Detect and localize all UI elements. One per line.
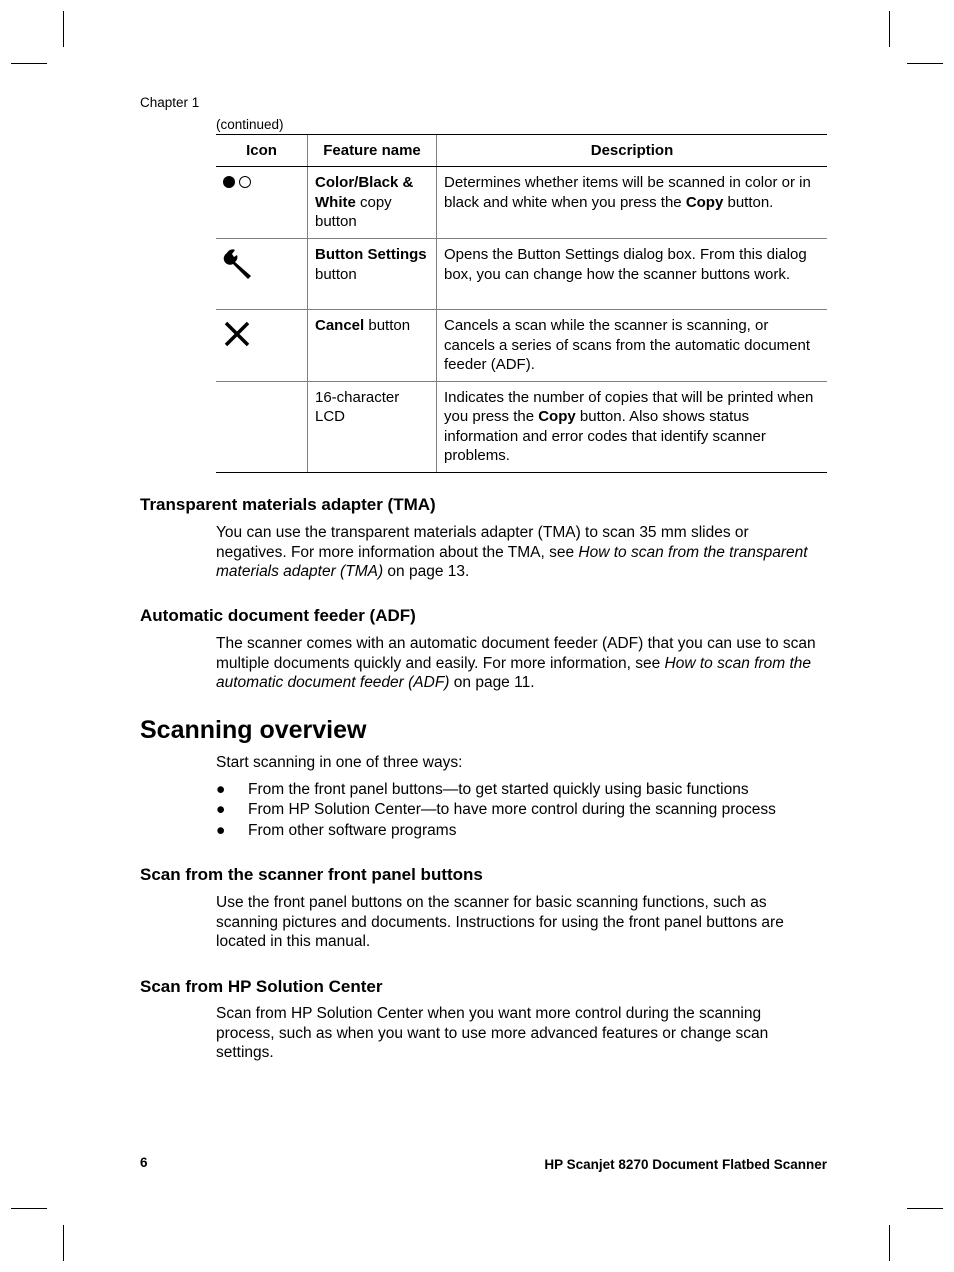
overview-intro: Start scanning in one of three ways: <box>216 754 463 771</box>
crop-mark <box>889 11 890 47</box>
crop-mark <box>11 1208 47 1209</box>
table-cell-icon <box>216 310 308 382</box>
table-row <box>216 167 827 239</box>
feature-table <box>216 134 827 473</box>
color-black-white-icon <box>223 176 251 188</box>
section-heading-front-panel: Scan from the scanner front panel buttons <box>140 865 483 884</box>
bullet-icon: ● <box>216 801 226 819</box>
crop-mark <box>11 63 47 64</box>
table-cell-feature: 16-character LCD <box>308 381 437 472</box>
list-item: ● From other software programs <box>216 821 776 841</box>
table-cell-description: Determines whether items will be scanned in color or in black and white when you press the Copy button. <box>437 167 828 239</box>
table-cell-feature: Button Settings button <box>308 239 437 310</box>
table-cell-feature: Color/Black & White copy button <box>308 167 437 239</box>
section-heading-tma: Transparent materials adapter (TMA) <box>140 495 436 514</box>
table-cell-icon <box>216 167 308 239</box>
list-item: ● From HP Solution Center—to have more control during the scanning process <box>216 800 776 820</box>
table-cell-feature: Cancel button <box>308 310 437 382</box>
column-header-icon: Icon <box>216 135 308 167</box>
table-header-row <box>216 135 827 167</box>
table-cell-description: Opens the Button Settings dialog box. From this dialog box, you can change how the scanner buttons work. <box>437 239 828 310</box>
page-number: 6 <box>140 1155 148 1170</box>
cancel-x-icon <box>223 320 251 354</box>
table-cell-description: Indicates the number of copies that will be printed when you press the Copy button. Also shows status information and error codes that identify scanner problems. <box>437 381 828 472</box>
bullet-icon: ● <box>216 781 226 798</box>
crop-mark <box>907 63 943 64</box>
column-header-description: Description <box>437 135 828 167</box>
tma-paragraph: You can use the transparent materials adapter (TMA) to scan 35 mm slides or negatives. For more information about the TMA, see How to scan from the transparent materials adapter (TMA) on page 13. <box>216 524 808 580</box>
table-cell-description: Cancels a scan while the scanner is scanning, or cancels a series of scans from the automatic document feeder (ADF). <box>437 310 828 382</box>
crop-mark <box>63 1225 64 1261</box>
crop-mark <box>63 11 64 47</box>
front-panel-paragraph: Use the front panel buttons on the scanner for basic scanning functions, such as scanning pictures and documents. Instructions for using the front panel buttons are located in this manual. <box>216 894 784 950</box>
table-row <box>216 310 827 382</box>
continued-label: (continued) <box>216 117 284 132</box>
wrench-icon <box>223 247 257 287</box>
table-row <box>216 381 827 472</box>
list-item: ● From the front panel buttons—to get started quickly using basic functions <box>216 780 776 800</box>
column-header-feature: Feature name <box>308 135 437 167</box>
crop-mark <box>889 1225 890 1261</box>
section-heading-adf: Automatic document feeder (ADF) <box>140 606 416 625</box>
chapter-label: Chapter 1 <box>140 95 200 110</box>
crop-mark <box>907 1208 943 1209</box>
bullet-list <box>216 780 776 841</box>
table-row <box>216 239 827 310</box>
table-cell-icon <box>216 381 308 472</box>
section-heading-solution-center: Scan from HP Solution Center <box>140 977 383 996</box>
bullet-icon: ● <box>216 821 226 839</box>
section-heading-scanning-overview: Scanning overview <box>140 716 367 744</box>
adf-paragraph: The scanner comes with an automatic document feeder (ADF) that you can use to scan multiple documents quickly and easily. For more information, see How to scan from the automatic document feeder (ADF) on page 11. <box>216 635 816 691</box>
table-cell-icon <box>216 239 308 310</box>
footer-title: HP Scanjet 8270 Document Flatbed Scanner <box>544 1157 827 1172</box>
solution-center-paragraph: Scan from HP Solution Center when you want more control during the scanning process, such as when you want to use more advanced features or change scan settings. <box>216 1005 769 1061</box>
